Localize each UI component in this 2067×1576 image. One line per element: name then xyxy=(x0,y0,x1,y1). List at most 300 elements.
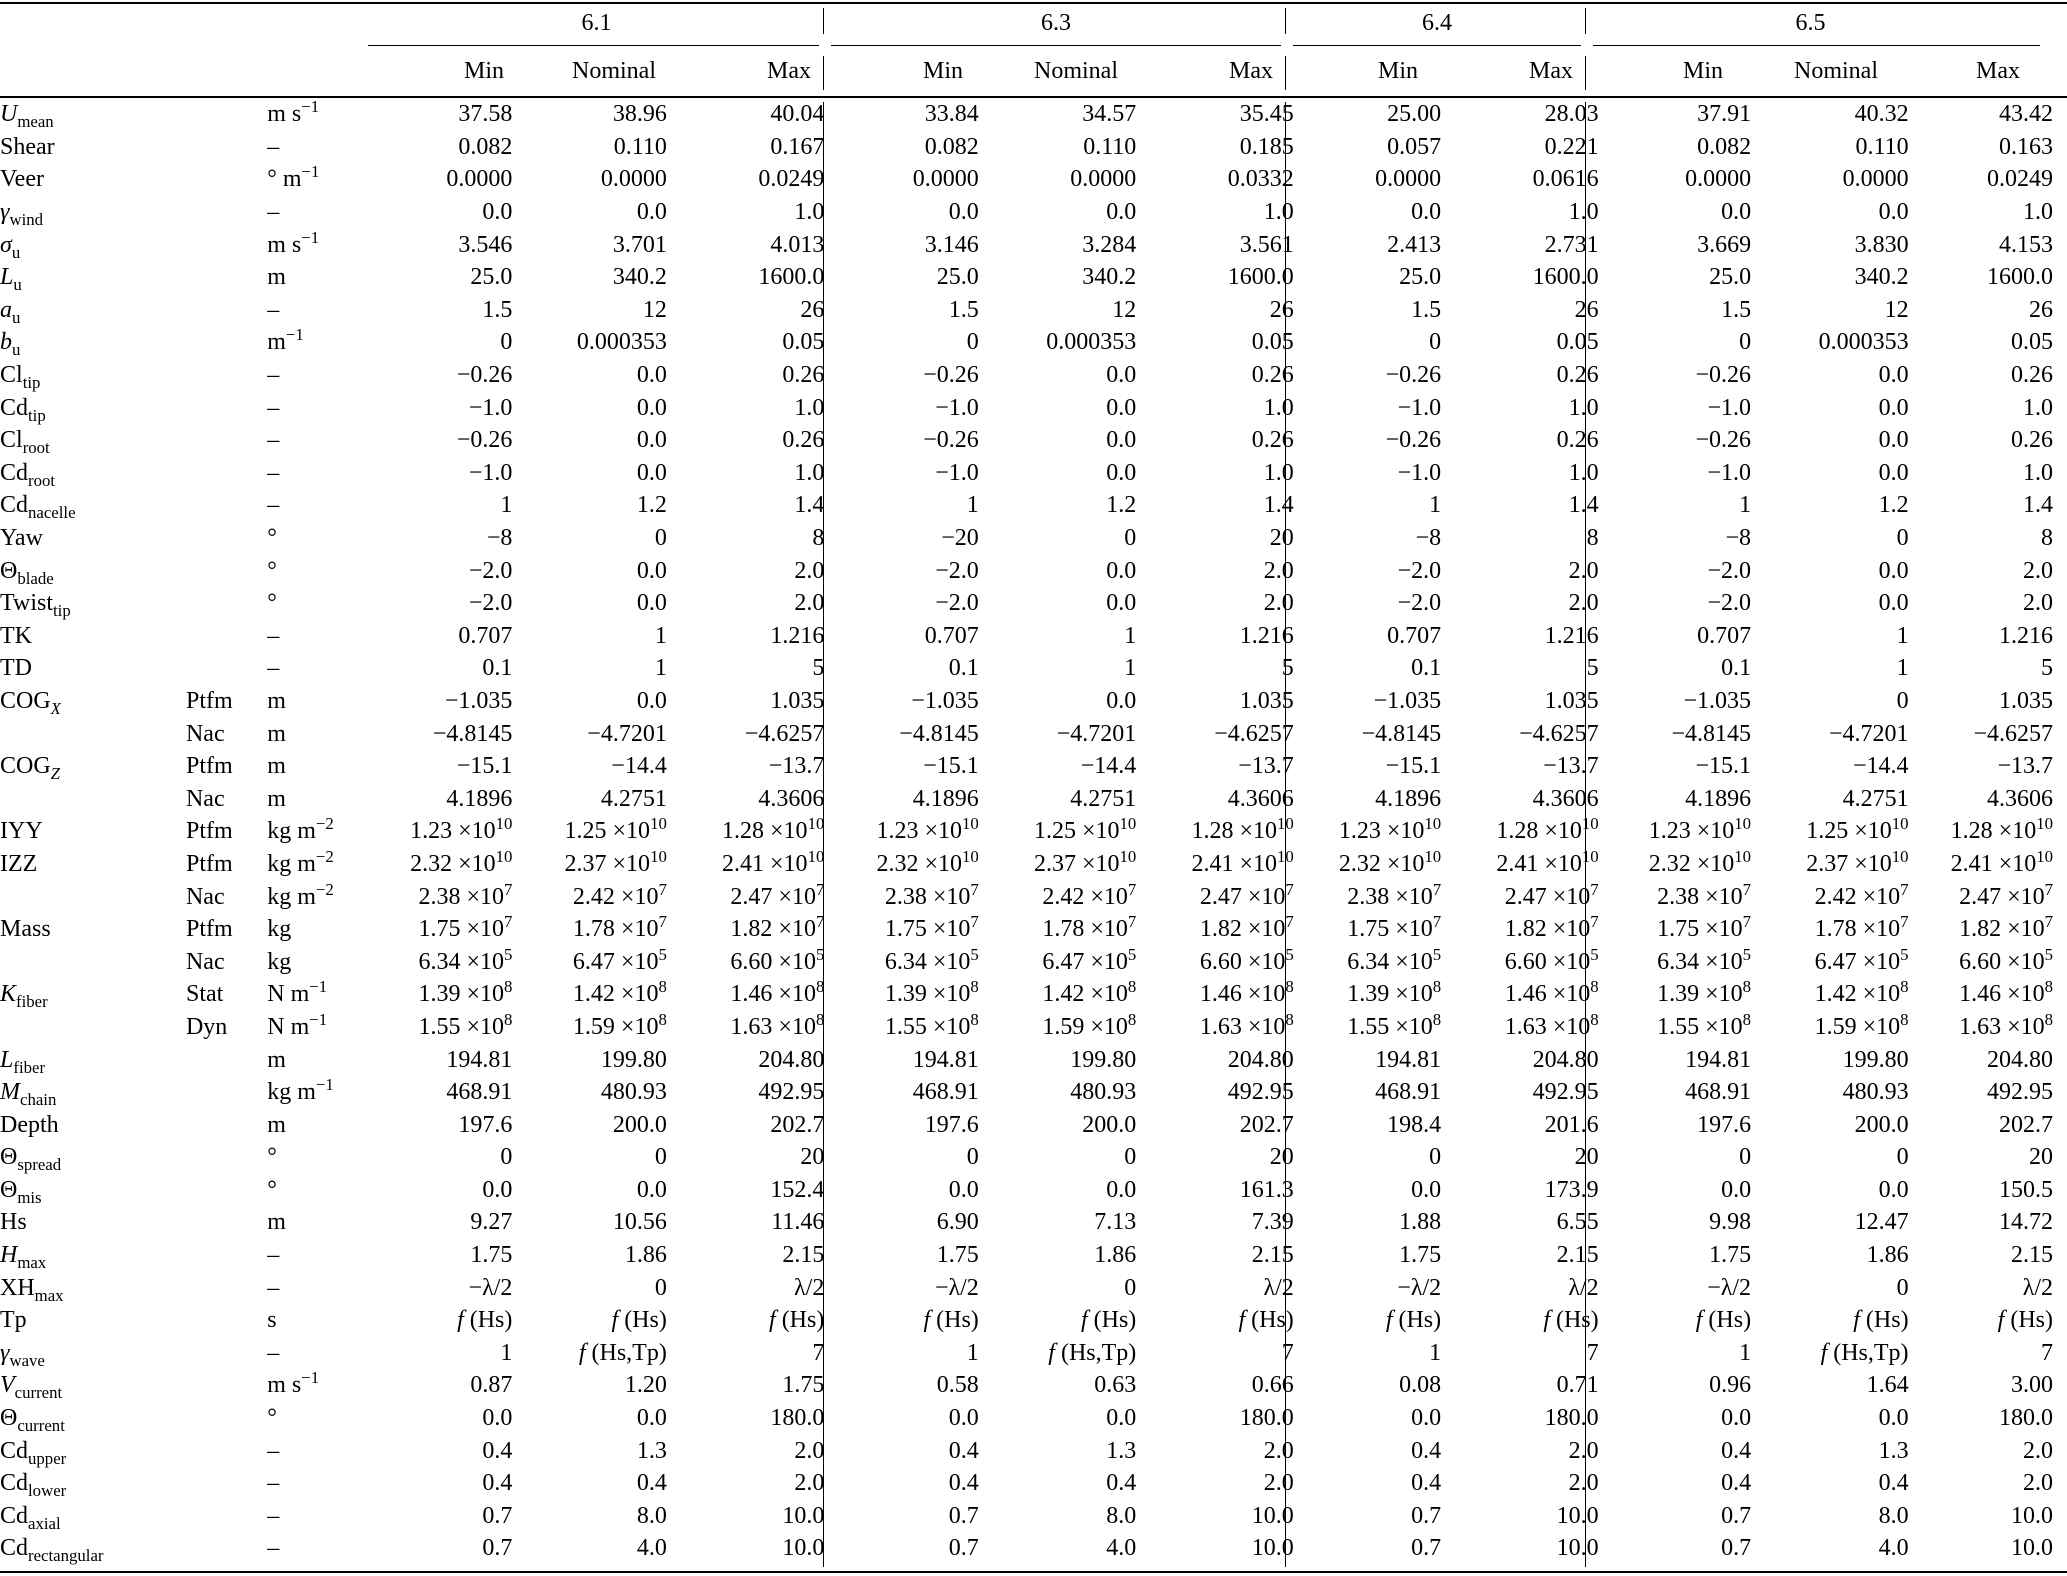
value-cell: −λ/2 xyxy=(1707,1274,1752,1301)
table-row xyxy=(0,1467,2067,1500)
value-cell: 7.39 xyxy=(1251,1209,1294,1236)
value-cell: 201.6 xyxy=(1544,1111,1599,1138)
value-cell: $2.32 \times 10^{10}$ xyxy=(1648,846,1752,877)
value-cell: 1.035 xyxy=(1999,687,2053,714)
value-cell: 1.75 xyxy=(782,1372,825,1399)
value-cell: 0.110 xyxy=(1083,133,1137,160)
value-cell: 0.707 xyxy=(924,622,979,649)
value-cell: 0.4 xyxy=(636,1470,667,1497)
value-cell: 5 xyxy=(1281,655,1294,682)
value-cell: 0.63 xyxy=(1094,1372,1137,1399)
value-cell: 0 xyxy=(654,1274,667,1301)
value-cell: 0.0 xyxy=(1411,199,1442,226)
value-cell: 4.3606 xyxy=(758,785,825,812)
parameter-unit: m $s^{-1}$ xyxy=(267,97,320,128)
value-cell: 2.0 xyxy=(1263,590,1294,617)
parameter-name: $Cl_{tip}$ xyxy=(0,362,41,392)
value-cell: 10.0 xyxy=(1556,1535,1599,1562)
value-cell: −2.0 xyxy=(935,590,979,617)
value-cell: −0.26 xyxy=(456,427,513,454)
value-cell: 0.58 xyxy=(936,1372,979,1399)
value-cell: 0.0 xyxy=(636,557,667,584)
value-cell: 6.55 xyxy=(1556,1209,1599,1236)
parameter-unit: – xyxy=(267,1437,280,1464)
value-cell: 1.64 xyxy=(1866,1372,1909,1399)
parameter-unit: – xyxy=(267,427,280,454)
value-cell: −4.8145 xyxy=(899,720,979,747)
value-cell: 2.15 xyxy=(782,1242,825,1269)
parameter-component xyxy=(186,131,267,164)
table-row xyxy=(0,1500,2067,1533)
value-cell: 1.75 xyxy=(1709,1242,1752,1269)
table-row xyxy=(0,326,2067,359)
table-row xyxy=(0,98,2067,131)
value-cell: 1.0 xyxy=(1263,199,1294,226)
parameter-name: $COG_X$ xyxy=(0,687,61,718)
value-cell: $2.47 \times 10^7$ xyxy=(1959,879,2053,910)
value-cell: 1 xyxy=(1896,655,1909,682)
value-cell: 0.0 xyxy=(1878,362,1909,389)
value-cell: −1.035 xyxy=(1683,687,1752,714)
value-cell: 1600.0 xyxy=(1987,264,2053,291)
value-cell: 10.56 xyxy=(612,1209,667,1236)
column-header: Max xyxy=(767,58,811,84)
value-cell: 340.2 xyxy=(1854,264,1909,291)
value-cell: 0.0 xyxy=(1106,1405,1137,1432)
value-cell: 0.0 xyxy=(1106,427,1137,454)
value-cell: −14.4 xyxy=(1080,753,1137,780)
value-cell: f (Hs) xyxy=(1543,1307,1599,1334)
value-cell: $2.32 \times 10^{10}$ xyxy=(1338,846,1442,877)
value-cell: 1.4 xyxy=(1568,492,1599,519)
value-cell: 20 xyxy=(1269,1144,1294,1171)
table-row xyxy=(0,685,2067,718)
value-cell: 0.08 xyxy=(1399,1372,1442,1399)
table-row xyxy=(0,424,2067,457)
parameter-name: $\gamma_{wave}$ xyxy=(0,1339,45,1370)
value-cell: 0.4 xyxy=(1721,1470,1752,1497)
table-row xyxy=(0,1043,2067,1076)
value-cell: 1.0 xyxy=(1263,394,1294,421)
column-header: Min xyxy=(1682,58,1723,84)
value-cell: 0.0000 xyxy=(1375,166,1442,193)
parameter-unit: – xyxy=(267,1535,280,1562)
value-cell: 20 xyxy=(1574,1144,1599,1171)
value-cell: −2.0 xyxy=(1707,590,1752,617)
parameter-component xyxy=(186,424,267,457)
value-cell: 1.4 xyxy=(1263,492,1294,519)
value-cell: f (Hs,Tp) xyxy=(1820,1339,1909,1366)
group-underline xyxy=(1293,45,1581,46)
value-cell: 8 xyxy=(2041,525,2053,552)
value-cell: 0.1 xyxy=(482,655,513,682)
value-cell: −13.7 xyxy=(1238,753,1294,780)
value-cell: 0.0 xyxy=(636,427,667,454)
value-cell: 4.1896 xyxy=(1685,785,1752,812)
value-cell: $1.42 \times 10^8$ xyxy=(1042,977,1137,1008)
value-cell: −4.8145 xyxy=(1361,720,1442,747)
value-cell: 0 xyxy=(654,1144,667,1171)
value-cell: $1.82 \times 10^7$ xyxy=(1504,911,1599,943)
value-cell: −14.4 xyxy=(1853,753,1909,780)
value-cell: 10.0 xyxy=(1556,1502,1599,1529)
value-cell: 0.4 xyxy=(482,1470,513,1497)
value-cell: 40.32 xyxy=(1854,101,1909,128)
value-cell: 1.0 xyxy=(1263,459,1294,486)
value-cell: $1.55 \times 10^8$ xyxy=(1657,1009,1752,1040)
value-cell: $1.78 \times 10^7$ xyxy=(1042,911,1137,943)
value-cell: $6.34 \times 10^5$ xyxy=(884,944,979,975)
value-cell: −15.1 xyxy=(923,753,979,780)
value-cell: $6.60 \times 10^5$ xyxy=(1959,944,2053,975)
value-cell: $6.47 \times 10^5$ xyxy=(1042,944,1137,975)
value-cell: 0 xyxy=(500,329,513,356)
value-cell: 8 xyxy=(1586,525,1599,552)
parameter-name: $\Theta_{spread}$ xyxy=(0,1144,62,1175)
value-cell: $6.34 \times 10^5$ xyxy=(418,944,513,975)
table-row xyxy=(0,1434,2067,1467)
value-cell: λ/2 xyxy=(1263,1274,1294,1301)
value-cell: 0.0 xyxy=(636,1405,667,1432)
value-cell: 12.47 xyxy=(1854,1209,1909,1236)
value-cell: 204.80 xyxy=(1532,1046,1599,1073)
value-cell: 1.3 xyxy=(1878,1437,1909,1464)
value-cell: 2.15 xyxy=(1251,1242,1294,1269)
value-cell: $6.34 \times 10^5$ xyxy=(1347,944,1442,975)
value-cell: 0.71 xyxy=(1556,1372,1599,1399)
table-top-rule xyxy=(0,2,2067,4)
value-cell: 1.86 xyxy=(1866,1242,1909,1269)
value-cell: 0.26 xyxy=(1251,362,1294,389)
table-row xyxy=(0,652,2067,685)
value-cell: 2.0 xyxy=(794,557,825,584)
value-cell: −1.0 xyxy=(468,394,513,421)
value-cell: 2.0 xyxy=(1568,1437,1599,1464)
parameter-unit: m $s^{-1}$ xyxy=(267,227,320,258)
parameter-name: $b_u$ xyxy=(0,329,21,360)
value-cell: $2.37 \times 10^{10}$ xyxy=(564,846,667,877)
parameter-name: $Cd_{tip}$ xyxy=(0,394,46,425)
value-cell: 0 xyxy=(500,1144,513,1171)
value-cell: 33.84 xyxy=(924,101,979,128)
value-cell: 0.0 xyxy=(1411,1176,1442,1203)
parameter-unit: – xyxy=(267,492,280,519)
value-cell: f (Hs) xyxy=(457,1307,513,1334)
value-cell: 0.707 xyxy=(458,622,513,649)
value-cell: 0.110 xyxy=(1855,133,1909,160)
parameter-component xyxy=(186,1206,267,1239)
parameter-unit: – xyxy=(267,1242,280,1269)
value-cell: 0.96 xyxy=(1709,1372,1752,1399)
value-cell: 26 xyxy=(800,296,825,323)
value-cell: 2.0 xyxy=(794,1470,825,1497)
parameter-unit: ° xyxy=(267,525,277,552)
value-cell: f (Hs) xyxy=(923,1307,979,1334)
value-cell: 152.4 xyxy=(770,1176,825,1203)
group-underline xyxy=(831,45,1281,46)
parameter-name: $\Theta_{current}$ xyxy=(0,1405,65,1435)
value-cell: 0.0 xyxy=(636,362,667,389)
value-cell: 1.5 xyxy=(1411,296,1442,323)
value-cell: 204.80 xyxy=(1987,1046,2053,1073)
parameter-unit: m xyxy=(267,1209,286,1236)
value-cell: $1.42 \times 10^8$ xyxy=(1814,977,1909,1008)
value-cell: 0.66 xyxy=(1251,1372,1294,1399)
value-cell: 0.26 xyxy=(2011,362,2053,389)
value-cell: 0.0 xyxy=(1106,199,1137,226)
parameter-name: Veer xyxy=(0,166,44,193)
value-cell: −4.6257 xyxy=(1973,720,2053,747)
value-cell: $1.59 \times 10^8$ xyxy=(1814,1009,1909,1040)
value-cell: 2.15 xyxy=(2011,1242,2053,1269)
value-cell: −1.035 xyxy=(444,687,513,714)
value-cell: −13.7 xyxy=(1997,753,2053,780)
value-cell: 12 xyxy=(1112,296,1137,323)
value-cell: $2.41 \times 10^{10}$ xyxy=(1496,846,1599,877)
value-cell: 197.6 xyxy=(1697,1111,1752,1138)
value-cell: 25.0 xyxy=(936,264,979,291)
value-cell: 3.561 xyxy=(1239,231,1294,258)
value-cell: 0.7 xyxy=(1721,1535,1752,1562)
value-cell: 0.0 xyxy=(636,459,667,486)
value-cell: $2.37 \times 10^{10}$ xyxy=(1806,846,1909,877)
table-row xyxy=(0,1206,2067,1239)
parameter-name: $Cd_{root}$ xyxy=(0,459,56,490)
value-cell: 0.707 xyxy=(1697,622,1752,649)
value-cell: $1.75 \times 10^7$ xyxy=(1657,911,1752,943)
value-cell: 0.0 xyxy=(636,687,667,714)
value-cell: $1.82 \times 10^7$ xyxy=(1959,911,2053,943)
value-cell: 4.2751 xyxy=(1842,785,1909,812)
group-underline xyxy=(368,45,819,46)
parameter-name: IZZ xyxy=(0,850,38,877)
value-cell: 202.7 xyxy=(1239,1111,1294,1138)
parameter-name: $Cl_{root}$ xyxy=(0,427,50,458)
value-cell: −4.7201 xyxy=(1056,720,1137,747)
table-row xyxy=(0,1402,2067,1435)
value-cell: 2.0 xyxy=(2023,1470,2053,1497)
parameter-name: $Cd_{rectangular}$ xyxy=(0,1535,104,1566)
group-separator xyxy=(823,56,824,90)
value-cell: 1.0 xyxy=(1568,199,1599,226)
value-cell: 1.5 xyxy=(482,296,513,323)
value-cell: −1.035 xyxy=(911,687,979,714)
parameter-name: $K_{fiber}$ xyxy=(0,981,48,1012)
value-cell: 1 xyxy=(966,492,979,519)
value-cell: $1.75 \times 10^7$ xyxy=(418,911,513,943)
value-cell: 197.6 xyxy=(924,1111,979,1138)
value-cell: 37.91 xyxy=(1697,101,1752,128)
value-cell: 199.80 xyxy=(1842,1046,1909,1073)
value-cell: 28.03 xyxy=(1544,101,1599,128)
parameter-unit: ° $m^{-1}$ xyxy=(267,162,320,193)
value-cell: $1.59 \times 10^8$ xyxy=(572,1009,667,1040)
value-cell: 7 xyxy=(2041,1339,2053,1366)
value-cell: 0.7 xyxy=(482,1535,513,1562)
parameter-component xyxy=(186,391,267,424)
value-cell: 0.4 xyxy=(1106,1470,1137,1497)
value-cell: 2.15 xyxy=(1556,1242,1599,1269)
value-cell: 0 xyxy=(966,329,979,356)
value-cell: $1.59 \times 10^8$ xyxy=(1042,1009,1137,1040)
value-cell: 8.0 xyxy=(1878,1502,1909,1529)
value-cell: 10.0 xyxy=(2011,1535,2053,1562)
parameter-name: $Cd_{lower}$ xyxy=(0,1470,67,1501)
value-cell: 1.035 xyxy=(770,687,825,714)
value-cell: 0.0 xyxy=(1106,590,1137,617)
value-cell: $1.23 \times 10^{10}$ xyxy=(1338,814,1442,845)
value-cell: 0.000353 xyxy=(1046,329,1137,356)
value-cell: $2.47 \times 10^7$ xyxy=(1504,879,1599,910)
column-header: Max xyxy=(1976,58,2020,84)
value-cell: 7 xyxy=(812,1339,825,1366)
value-cell: 197.6 xyxy=(458,1111,513,1138)
parameter-unit: – xyxy=(267,1470,280,1497)
value-cell: −1.0 xyxy=(935,459,979,486)
parameter-component xyxy=(186,1076,267,1109)
parameter-name xyxy=(0,717,186,750)
table-row xyxy=(0,554,2067,587)
value-cell: 1 xyxy=(1739,492,1752,519)
value-cell: 4.0 xyxy=(1878,1535,1909,1562)
value-cell: 0.05 xyxy=(1556,329,1599,356)
parameter-name xyxy=(0,1011,186,1044)
value-cell: −0.26 xyxy=(1385,427,1442,454)
value-cell: 1.86 xyxy=(1094,1242,1137,1269)
value-cell: 0.1 xyxy=(1411,655,1442,682)
value-cell: 20 xyxy=(800,1144,825,1171)
value-cell: 0.0616 xyxy=(1532,166,1599,193)
value-cell: 0.057 xyxy=(1387,133,1442,160)
value-cell: 0.26 xyxy=(1556,427,1599,454)
parameter-component xyxy=(186,620,267,653)
value-cell: −0.26 xyxy=(1695,427,1752,454)
parameter-component xyxy=(186,587,267,620)
value-cell: 194.81 xyxy=(1685,1046,1752,1073)
value-cell: 0 xyxy=(1124,525,1137,552)
value-cell: 0.0000 xyxy=(912,166,979,193)
value-cell: 0.0 xyxy=(1878,394,1909,421)
value-cell: $1.46 \times 10^8$ xyxy=(1959,977,2053,1008)
value-cell: 1.0 xyxy=(794,459,825,486)
value-cell: 0.0 xyxy=(1721,1405,1752,1432)
parameter-name: Yaw xyxy=(0,525,43,552)
value-cell: 8 xyxy=(812,525,825,552)
table-row xyxy=(0,1239,2067,1272)
table-row xyxy=(0,620,2067,653)
value-cell: −20 xyxy=(941,525,979,552)
value-cell: f (Hs) xyxy=(1997,1307,2053,1334)
parameter-name: $COG_Z$ xyxy=(0,753,61,784)
value-cell: 0.1 xyxy=(948,655,979,682)
parameter-name: IYY xyxy=(0,818,43,845)
value-cell: 37.58 xyxy=(458,101,513,128)
value-cell: 10.0 xyxy=(1251,1535,1294,1562)
value-cell: $1.55 \times 10^8$ xyxy=(418,1009,513,1040)
value-cell: $6.60 \times 10^5$ xyxy=(1199,944,1294,975)
parameter-name: $L_{fiber}$ xyxy=(0,1046,46,1077)
column-header: Nominal xyxy=(1034,58,1118,84)
value-cell: −2.0 xyxy=(1707,557,1752,584)
parameter-unit: kg $m^{-2}$ xyxy=(267,846,334,877)
value-cell: 0.0 xyxy=(636,1176,667,1203)
value-cell: 0.26 xyxy=(782,362,825,389)
value-cell: −2.0 xyxy=(1397,557,1442,584)
group-header: 6.5 xyxy=(1795,10,1826,36)
parameter-unit: N $m^{-1}$ xyxy=(267,977,328,1008)
value-cell: 0.0 xyxy=(1878,590,1909,617)
value-cell: f (Hs) xyxy=(769,1307,825,1334)
parameter-unit: $m^{-1}$ xyxy=(267,325,304,356)
value-cell: 1600.0 xyxy=(1532,264,1599,291)
value-cell: 180.0 xyxy=(770,1405,825,1432)
value-cell: $6.60 \times 10^5$ xyxy=(1504,944,1599,975)
value-cell: $1.75 \times 10^7$ xyxy=(884,911,979,943)
value-cell: 3.146 xyxy=(924,231,979,258)
value-cell: 20 xyxy=(2029,1144,2053,1171)
value-cell: −1.0 xyxy=(935,394,979,421)
value-cell: 0.4 xyxy=(1878,1470,1909,1497)
value-cell: 200.0 xyxy=(1854,1111,1909,1138)
parameter-name: $L_u$ xyxy=(0,264,22,295)
value-cell: 0.0249 xyxy=(1987,166,2053,193)
value-cell: 0.0 xyxy=(1106,557,1137,584)
parameter-name: Depth xyxy=(0,1111,59,1138)
value-cell: $6.60 \times 10^5$ xyxy=(730,944,825,975)
value-cell: 0.0332 xyxy=(1227,166,1294,193)
value-cell: 0.0 xyxy=(636,394,667,421)
value-cell: −4.8145 xyxy=(1671,720,1752,747)
value-cell: 1 xyxy=(1739,1339,1752,1366)
value-cell: 0.0 xyxy=(1106,394,1137,421)
parameter-unit: – xyxy=(267,394,280,421)
value-cell: 12 xyxy=(642,296,667,323)
value-cell: $1.28 \times 10^{10}$ xyxy=(1496,814,1599,845)
value-cell: 204.80 xyxy=(1227,1046,1294,1073)
parameter-name xyxy=(0,782,186,815)
value-cell: −4.6257 xyxy=(1519,720,1599,747)
parameter-unit: – xyxy=(267,655,280,682)
parameter-unit: – xyxy=(267,622,280,649)
value-cell: 34.57 xyxy=(1082,101,1137,128)
column-header: Min xyxy=(922,58,963,84)
value-cell: 492.95 xyxy=(1532,1079,1599,1106)
parameter-name: $Cd_{upper}$ xyxy=(0,1437,67,1468)
parameter-unit: ° xyxy=(267,1144,277,1171)
value-cell: 4.0 xyxy=(636,1535,667,1562)
value-cell: 1.75 xyxy=(936,1242,979,1269)
parameter-name: $Cd_{axial}$ xyxy=(0,1502,61,1533)
value-cell: 0.4 xyxy=(1411,1470,1442,1497)
value-cell: 0.082 xyxy=(924,133,979,160)
parameter-unit: m xyxy=(267,1046,286,1073)
value-cell: 4.0 xyxy=(1106,1535,1137,1562)
value-cell: 0.0 xyxy=(636,199,667,226)
value-cell: 10.0 xyxy=(2011,1502,2053,1529)
value-cell: $1.46 \times 10^8$ xyxy=(730,977,825,1008)
parameter-component xyxy=(186,359,267,392)
table-row xyxy=(0,1337,2067,1370)
value-cell: −8 xyxy=(1725,525,1752,552)
value-cell: 2.0 xyxy=(794,1437,825,1464)
value-cell: 492.95 xyxy=(1227,1079,1294,1106)
value-cell: 2.0 xyxy=(1263,557,1294,584)
value-cell: −13.7 xyxy=(768,753,825,780)
value-cell: 0.7 xyxy=(1721,1502,1752,1529)
parameter-component: Dyn xyxy=(185,1013,228,1040)
parameter-name: $\sigma_u$ xyxy=(0,231,21,262)
value-cell: 0.0 xyxy=(948,199,979,226)
